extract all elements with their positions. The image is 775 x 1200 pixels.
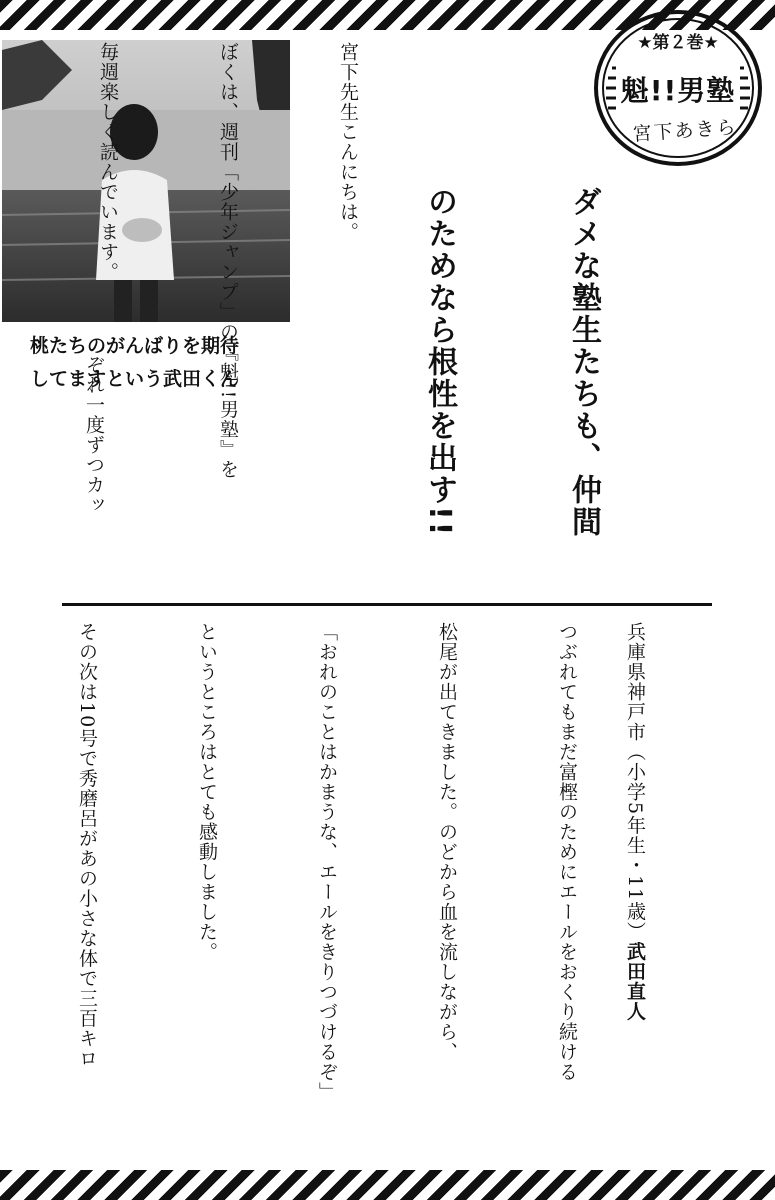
signature-address: 兵庫県神戸市（小学5年生・11歳） (624, 622, 646, 942)
letter-line: 「おれのことはかまうな、エールをきりつづけるぞ」 (316, 622, 338, 1102)
letter-line: 松尾が出てきました。のどから血を流しながら、 (436, 622, 458, 1062)
headline-line: ダメな塾生たちも、仲間 (566, 186, 601, 538)
letter-line: 宮下先生こんにちは。 (337, 42, 359, 242)
letter-line: ぼくは、週刊「少年ジャンプ」の『魁!!男塾』を (217, 42, 239, 480)
volume-stamp (592, 6, 764, 166)
signature-line (615, 622, 655, 1152)
signature (575, 622, 735, 1152)
stamp-volume: ★第２巻★ (637, 33, 719, 53)
section-divider (62, 603, 712, 606)
striped-border-bottom (0, 1170, 775, 1200)
caption-line: 桃たちのがんばりを期待 (30, 335, 240, 357)
letter-line: というところはとても感動しました。 (196, 622, 218, 962)
letter-line: その次は10号で秀磨呂があの小さな体で三百キロ (76, 622, 98, 1069)
letter-body-upper-continued (0, 355, 194, 590)
caption-line: してますという武田くん (30, 368, 240, 390)
stamp-author: 宮下あきら (631, 116, 739, 146)
signature-name: 武田直人 (624, 941, 646, 1022)
headline-line: のためなら根性を出す!! (422, 186, 457, 538)
letter-body-lower (0, 622, 667, 1152)
letter-line: 毎週楽しく読んでいます。 (97, 42, 119, 282)
letter-line: つぶれてもまだ富樫のためにエールをおくり続ける (556, 622, 578, 1082)
stamp-title: 魁!!男塾 (620, 74, 736, 107)
letter-line: ぞれ一度ずつカッ (83, 355, 105, 515)
